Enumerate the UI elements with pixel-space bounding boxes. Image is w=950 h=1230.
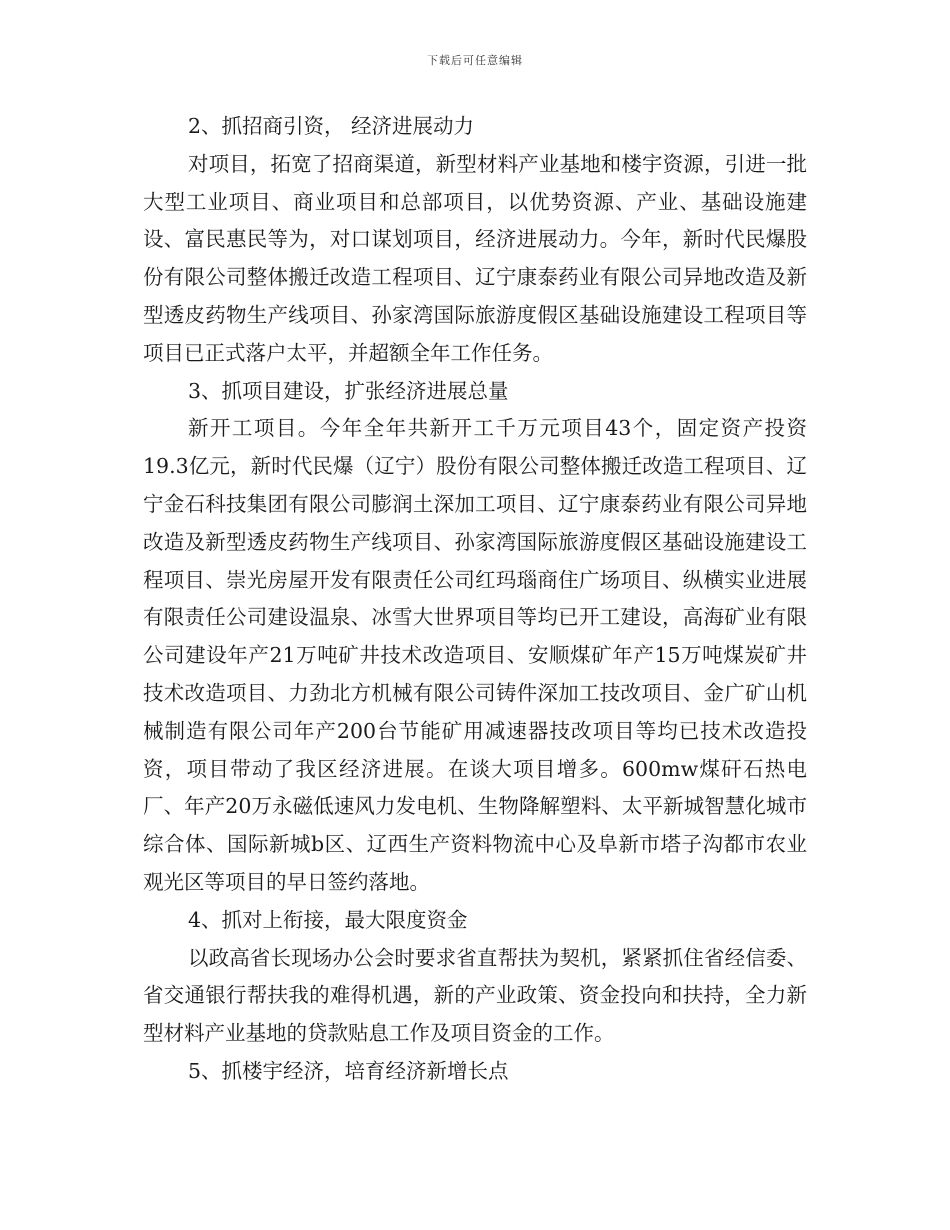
- section-paragraph-2: 对项目，拓宽了招商渠道，新型材料产业基地和楼宇资源，引进一批大型工业项目、商业项目和总部项目，以优势资源、产业、基础设施建设、富民惠民等为，对口谋划项目，经济进展动力。今年，新时代民爆股份有限公司整体搬迁改造工程项目、辽宁康泰药业有限公司异地改造及新型透皮药物生产线项目、孙家湾国际旅游度假区基础设施建设工程项目等项目已正式落户太平，并超额全年工作任务。: [143, 151, 807, 365]
- section-heading-2: 2、抓招商引资， 经济进展动力: [188, 114, 475, 138]
- section-paragraph-3: 新开工项目。今年全年共新开工千万元项目43个，固定资产投资19.3亿元，新时代民爆（辽宁）股份有限公司整体搬迁改造工程项目、辽宁金石科技集团有限公司膨润土深加工项目、辽宁康泰药业有限公司异地改造及新型透皮药物生产线项目、孙家湾国际旅游度假区基础设施建设工程项目、崇光房屋开发有限责任公司红玛瑙商住广场项目、纵横实业进展有限责任公司建设温泉、冰雪大世界项目等均已开工建设，高海矿业有限公司建设年产21万吨矿井技术改造项目、安顺煤矿年产15万吨煤炭矿井技术改造项目、力劲北方机械有限公司铸件深加工技改项目、金广矿山机械制造有限公司年产200台节能矿用减速器技改项目等均已技术改造投资，项目带动了我区经济进展。在谈大项目增多。600mw煤矸石热电厂、年产20万永磁低速风力发电机、生物降解塑料、太平新城智慧化城市综合体、国际新城b区、辽西生产资料物流中心及阜新市塔子沟都市农业观光区等项目的早日签约落地。: [143, 416, 807, 894]
- document-body: [143, 108, 807, 1091]
- section-heading-5: 5、抓楼宇经济，培育经济新增长点: [188, 1058, 509, 1083]
- section-paragraph-4: 以政高省长现场办公会时要求省直帮扶为契机，紧紧抓住省经信委、省交通银行帮扶我的难得机遇，新的产业政策、资金投向和扶持，全力新型材料产业基地的贷款贴息工作及项目资金的工作。: [143, 945, 807, 1046]
- page-header: 下载后可任意编辑: [427, 54, 523, 67]
- section-heading-4: 4、抓对上衔接，最大限度资金: [188, 907, 468, 932]
- section-heading-3: 3、抓项目建设，扩张经济进展总量: [188, 378, 509, 403]
